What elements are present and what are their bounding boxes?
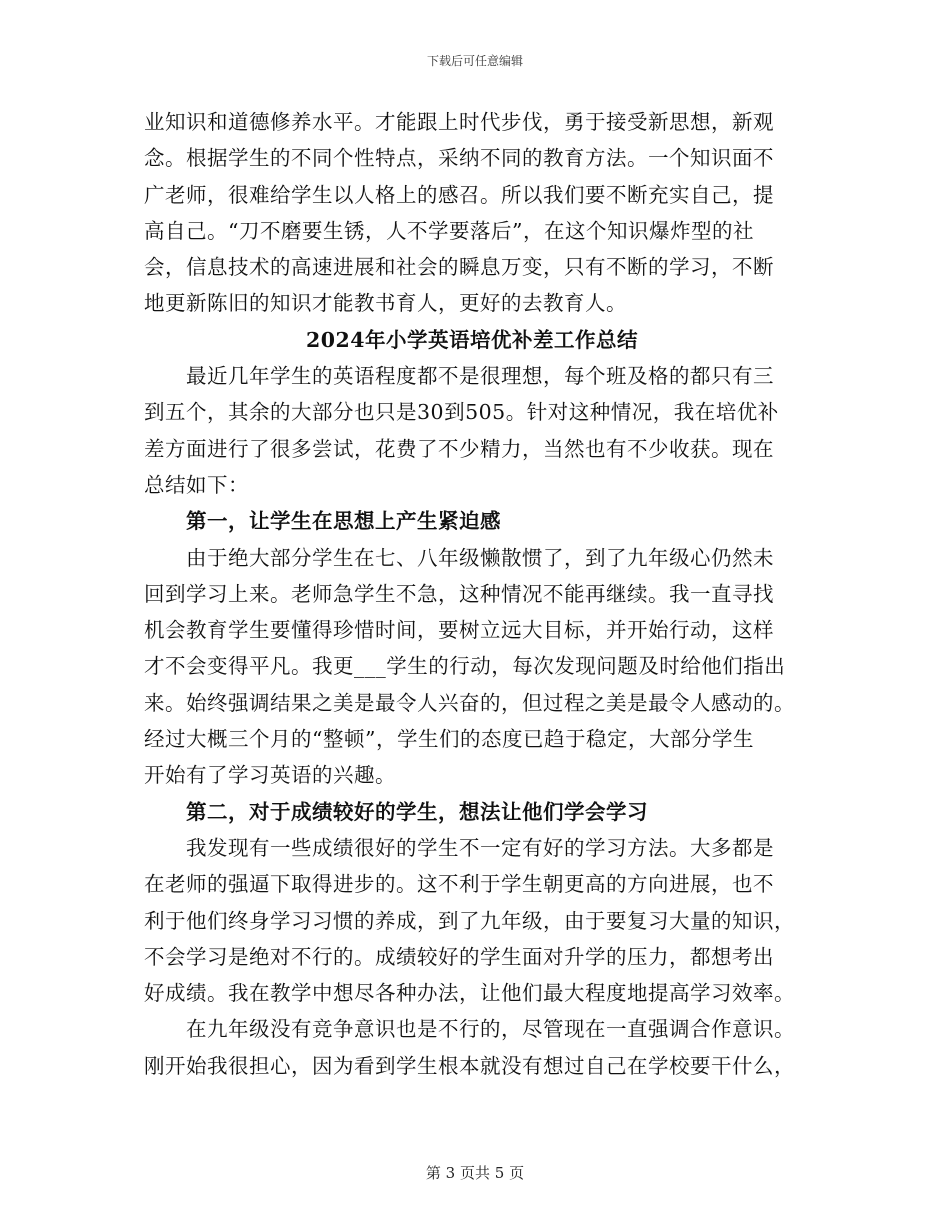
text-line: 会，信息技术的高速进展和社会的瞬息万变，只有不断的学习，不断 [144,255,774,280]
paragraph-5 [144,1011,800,1084]
text-line: 开始有了学习英语的兴趣。 [144,763,396,788]
text-line: 由于绝大部分学生在七、八年级懒散惯了，到了九年级心仍然未 [186,545,774,570]
text-line: 不会学习是绝对不行的。成绩较好的学生面对升学的压力，都想考出 [144,944,774,969]
paragraph-3 [144,540,800,794]
page-footer: 第 3 页共 5 页 [425,1164,525,1182]
text-line: 广老师，很难给学生以人格上的感召。所以我们要不断充实自己，提 [144,182,774,207]
text-line: 总结如下： [144,472,249,497]
text-line: 在九年级没有竞争意识也是不行的，尽管现在一直强调合作意识。 [186,1017,795,1042]
text-line: 好成绩。我在教学中想尽各种办法，让他们最大程度地提高学习效率。 [144,981,795,1006]
document-title: 2024年小学英语培优补差工作总结 [305,327,639,352]
text-line: 差方面进行了很多尝试，花费了不少精力，当然也有不少收获。现在 [144,436,774,461]
text-line: 到五个，其余的大部分也只是30到505。针对这种情况，我在培优补 [144,400,779,425]
section-heading-1: 第一，让学生在思想上产生紧迫感 [186,509,501,534]
text-line: 我发现有一些成绩很好的学生不一定有好的学习方法。大多都是 [186,835,774,860]
section-heading-2: 第二，对于成绩较好的学生，想法让他们学会学习 [186,799,648,824]
text-line: 经过大概三个月的“整顿”，学生们的态度已趋于稳定，大部分学生 [144,727,754,752]
page-header: 下载后可任意编辑 [426,54,523,68]
text-line: 回到学习上来。老师急学生不急，这种情况不能再继续。我一直寻找 [144,581,774,606]
text-line: 高自己。“刀不磨要生锈，人不学要落后”，在这个知识爆炸型的社 [144,218,754,243]
text-line: 利于他们终身学习习惯的养成，到了九年级，由于要复习大量的知识， [144,908,795,933]
paragraph-2 [144,358,800,503]
text-line: 业知识和道德修养水平。才能跟上时代步伐，勇于接受新思想，新观 [144,110,774,134]
text-line: 最近几年学生的英语程度都不是很理想，每个班及格的都只有三 [186,364,774,389]
text-line: 才不会变得平凡。我更___学生的行动，每次发现问题及时给他们指出 [144,654,786,679]
text-line: 地更新陈旧的知识才能教书育人，更好的去教育人。 [144,291,627,316]
document-body [144,104,800,1084]
text-line: 机会教育学生要懂得珍惜时间，要树立远大目标，并开始行动，这样 [144,618,774,643]
text-line: 在老师的强逼下取得进步的。这不利于学生朝更高的方向进展，也不 [144,872,774,897]
text-line: 来。始终强调结果之美是最令人兴奋的，但过程之美是最令人感动的。 [144,690,795,715]
text-line: 刚开始我很担心，因为看到学生根本就没有想过自己在学校要干什么， [144,1053,795,1078]
paragraph-4 [144,830,800,1011]
text-line: 念。根据学生的不同个性特点，采纳不同的教育方法。一个知识面不 [144,146,774,171]
paragraph-1 [144,104,800,322]
